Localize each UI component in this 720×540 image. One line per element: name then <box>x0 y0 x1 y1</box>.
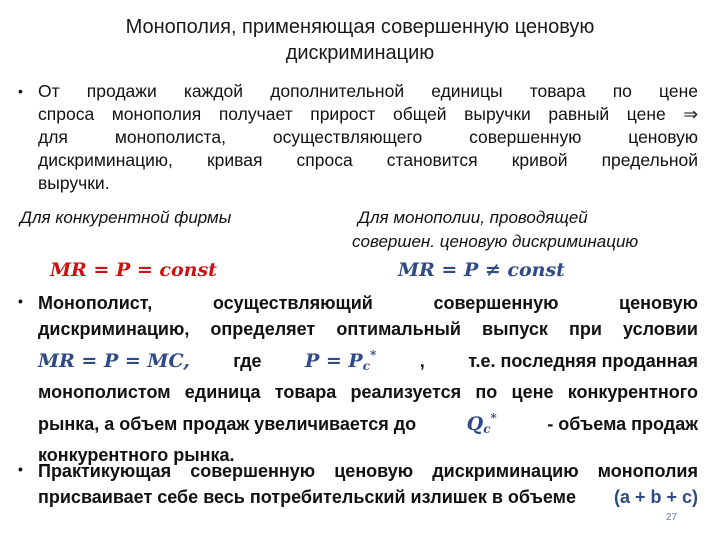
page-number: 27 <box>666 512 678 523</box>
formula-p-pc: $P = P_c^*$ <box>305 348 377 373</box>
para2-line-4: монополистом единица товара реализуется по цене конкурентного <box>38 382 698 402</box>
para2-line-6: конкурентного рынка. <box>38 445 235 465</box>
comma: , <box>419 351 425 371</box>
para1-line-2: спроса монополия получает прирост общей выручки равный цене ⇒ <box>38 104 698 124</box>
formula-qc: $Q_c^*$ <box>466 411 497 436</box>
paragraph-2 <box>18 290 698 468</box>
para1-line-4: дискриминацию, кривая спроса становится кривой предельной <box>38 150 698 170</box>
para3-line-1: Практикующая совершенную ценовую дискриминацию монополия <box>38 461 698 481</box>
paragraph-1 <box>18 80 698 195</box>
label-monopoly-1: Для монополии, проводящей <box>358 208 588 227</box>
paragraph-3 <box>18 458 698 510</box>
bullet-2: • <box>18 293 23 309</box>
where-word: где <box>233 351 262 371</box>
formula-mr-p-mc: MR = P = MC, <box>38 350 190 372</box>
para2-line-5-a: рынка, а объем продаж увеличивается до <box>38 414 417 434</box>
title-line-1: Монополия, применяющая совершенную ценовую <box>125 16 595 38</box>
para1-line-5: выручки. <box>38 173 110 193</box>
para2-line-5 <box>38 405 698 442</box>
para2-line-1: Монополист, осуществляющий совершенную ценовую <box>38 293 698 313</box>
surplus-abc: (a + b + c) <box>613 487 698 507</box>
para2-line-3 <box>38 342 698 379</box>
para2-line-5-b: - объема продаж <box>547 414 698 434</box>
label-monopoly-2: совершен. ценовую дискриминацию <box>352 232 639 251</box>
para3-line-2-text: присваивает себе весь потребительский излишек в объеме <box>38 487 576 507</box>
para2-line-2: дискриминацию, определяет оптимальный выпуск при условии <box>38 319 698 339</box>
formula-competitive: MR = P = const <box>50 259 217 281</box>
bullet-1: • <box>18 83 23 99</box>
label-competitive: Для конкурентной фирмы <box>20 208 232 227</box>
para3-line-2 <box>38 484 698 510</box>
slide-title <box>40 14 680 66</box>
para1-line-3: для монополиста, осуществляющего совершенную ценовую <box>38 127 698 147</box>
title-line-2: дискриминацию <box>285 42 435 64</box>
para1-line-1: От продажи каждой дополнительной единицы товара по цене <box>38 81 698 101</box>
para2-line-3-rest: т.е. последняя проданная <box>468 351 698 371</box>
formula-monopoly: MR = P ≠ const <box>398 259 565 281</box>
bullet-3: • <box>18 461 23 477</box>
